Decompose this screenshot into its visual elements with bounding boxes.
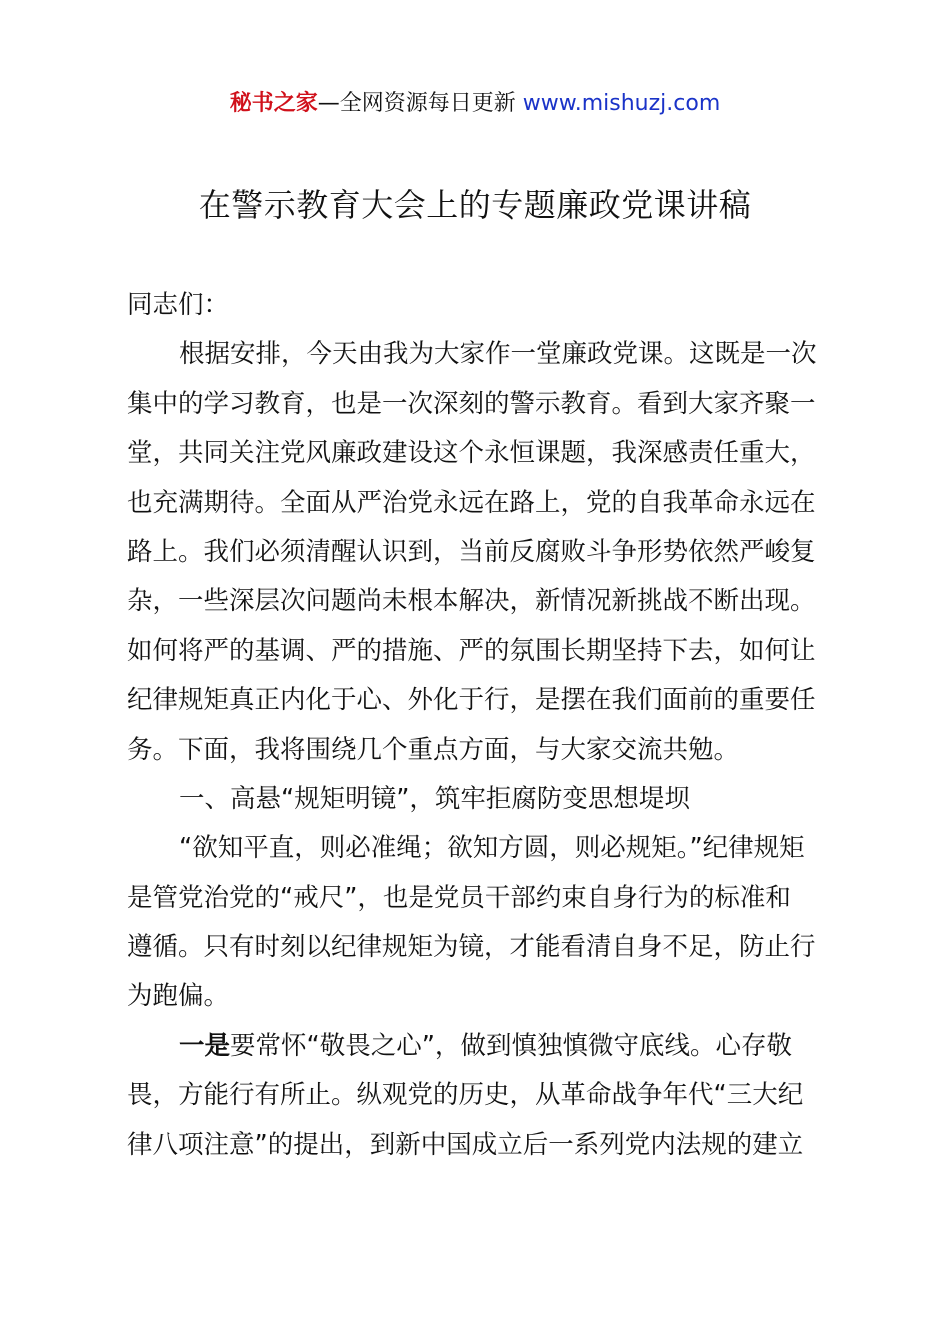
paragraph-line: 务。下面，我将围绕几个重点方面，与大家交流共勉。 — [127, 734, 740, 765]
paragraph-line: 纪律规矩真正内化于心、外化于行，是摆在我们面前的重要任 — [127, 685, 816, 716]
paragraph-line: 为跑偏。 — [127, 981, 230, 1012]
site-header — [0, 86, 950, 122]
paragraph-line: 律八项注意”的提出，到新中国成立后一系列党内法规的建立 — [127, 1129, 804, 1160]
section-heading: 一、高悬“规矩明镜”，筑牢拒腐防变思想堤坝 — [179, 783, 690, 814]
salutation: 同志们： — [127, 290, 230, 320]
header-tagline: —全网资源每日更新 — [317, 91, 523, 116]
paragraph-line: 路上。我们必须清醒认识到，当前反腐败斗争形势依然严峻复 — [127, 536, 816, 567]
paragraph-line: 堂，共同关注党风廉政建设这个永恒课题，我深感责任重大， — [127, 438, 816, 469]
paragraph-line-with-lead — [127, 1022, 833, 1071]
lead-line-text: 要常怀“敬畏之心”，做到慎独慎微守底线。心存敬 — [230, 1030, 792, 1061]
paragraph-line: “欲知平直，则必准绳；欲知方圆，则必规矩。”纪律规矩 — [179, 833, 805, 864]
paragraph-line: 集中的学习教育，也是一次深刻的警示教育。看到大家齐聚一 — [127, 388, 816, 419]
paragraph-line: 畏，方能行有所止。纵观党的历史，从革命战争年代“三大纪 — [127, 1080, 804, 1111]
lead-marker: 一是 — [179, 1030, 231, 1061]
paragraph-line: 如何将严的基调、严的措施、严的氛围长期坚持下去，如何让 — [127, 635, 816, 666]
document-body — [127, 281, 833, 1170]
document-title: 在警示教育大会上的专题廉政党课讲稿 — [198, 186, 752, 224]
paragraph-line: 根据安排，今天由我为大家作一堂廉政党课。这既是一次 — [179, 339, 817, 370]
paragraph-line: 杂，一些深层次问题尚未根本解决，新情况新挑战不断出现。 — [127, 586, 816, 617]
site-url-link[interactable]: www.mishuzj.com — [522, 91, 721, 116]
brand-name: 秘书之家 — [229, 91, 318, 116]
paragraph-line: 是管党治党的“戒尺”，也是党员干部约束自身行为的标准和 — [127, 882, 791, 913]
paragraph-line: 也充满期待。全面从严治党永远在路上，党的自我革命永远在 — [127, 487, 816, 518]
paragraph-line: 遵循。只有时刻以纪律规矩为镜，才能看清自身不足，防止行 — [127, 932, 816, 963]
